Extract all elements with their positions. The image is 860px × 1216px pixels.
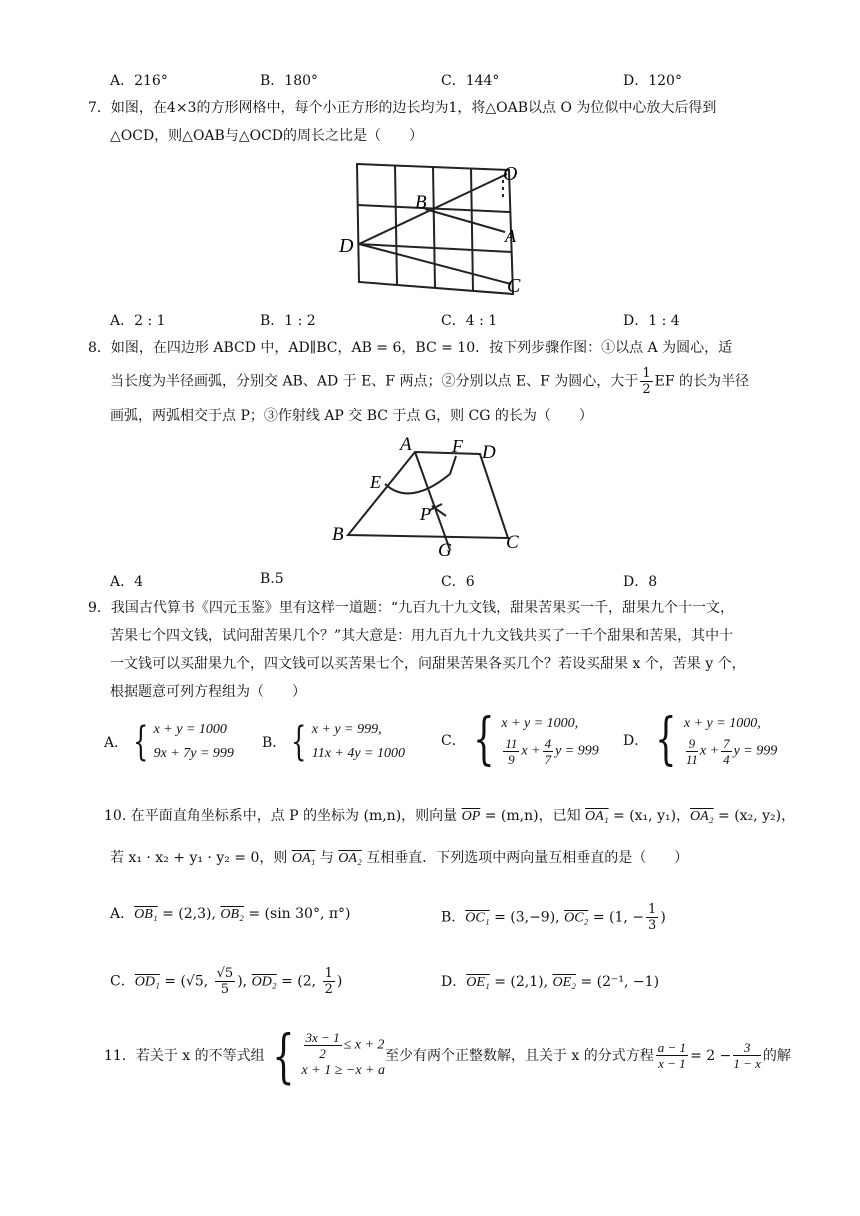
q10-vec-op: $\overline{OP}$: [461, 809, 481, 824]
q7-label-d: D: [339, 235, 354, 257]
q8-fraction-half: [640, 366, 652, 397]
q7-option-a: A．2 : 1: [110, 313, 166, 329]
q8-option-a: A．4: [110, 574, 144, 590]
q10-d-t2: = (2⁻¹, −1): [576, 974, 660, 990]
q10-line2-b: 与: [315, 850, 339, 866]
q7-label-a: A: [505, 226, 516, 246]
q9-d-frac2-num: 7: [723, 736, 730, 751]
q11-mid: 至少有两个正整数解，且关于 x 的分式方程: [384, 1047, 654, 1064]
q10-a-v2: OB₂: [220, 907, 244, 922]
q10-a-t1: = (2,3),: [157, 906, 221, 922]
q8-stem-line2: [110, 366, 749, 397]
q10-c-frac2-num: 1: [324, 966, 333, 981]
q10-a-t2: = (sin 30°, π°): [243, 906, 351, 922]
q6-option-a: A．216°: [110, 73, 168, 89]
q9-stem-line3: 一文钱可以买甜果九个，四文钱可以买苦果七个，问甜果苦果各买几个？若设买甜果 x 个，苦果 y 个，: [110, 656, 746, 672]
q8-option-d: D．8: [623, 574, 658, 590]
q9-stem-line2: 苦果七个四文钱，试问甜苦果几个？”其大意是：用九百九十九文钱共买了一千个甜果和苦果，其中十: [110, 628, 734, 644]
q6-option-b: B．180°: [260, 73, 319, 89]
q9-c-frac1-num: 11: [505, 736, 518, 751]
q10-c-frac1-den: 5: [220, 982, 230, 997]
q11-ineq1: [302, 1030, 385, 1061]
q9-c-frac2-den: 7: [544, 752, 552, 767]
q9-option-d-eq1: x + y = 1000,: [683, 716, 761, 731]
q7-label-o: O: [503, 163, 518, 185]
q10-line2-c: 互相垂直．下列选项中两向量互相垂直的是（ ）: [361, 850, 689, 866]
q8-stem-line1: 8．如图，在四边形 ABCD 中，AD∥BC，AB = 6，BC = 10．按下列步骤作图：①以点 A 为圆心，适: [88, 340, 733, 356]
q8-stem-line3: 画弧，两弧相交于点 P；③作射线 AP 交 BC 于点 G，则 CG 的长为（ ）: [110, 408, 593, 424]
q10-option-b: [441, 902, 666, 933]
q8-trapezoid-figure: [330, 432, 530, 562]
q10-b-frac-den: 3: [648, 918, 657, 933]
q9-c-frac1-den: 9: [508, 752, 515, 767]
q11-stem: [104, 1021, 791, 1090]
q9-d-frac1-num: 9: [686, 736, 698, 752]
q10-c-frac2-den: 2: [324, 982, 333, 997]
q10-stem-line1: [104, 804, 795, 829]
q9-stem-line1: 9．我国古代算书《四元玉鉴》里有这样一道题：“九百九十九文钱，甜果苦果买一千，甜果九个十一文，: [88, 600, 735, 616]
q11-frac2-num: a − 1: [657, 1040, 687, 1055]
q9-d-mid: x +: [699, 743, 720, 759]
q11-frac3-den: 1 − x: [733, 1056, 761, 1071]
q10-a-label: A．: [110, 906, 135, 922]
q9-option-b-label: B．: [262, 735, 287, 751]
q9-option-c-brace: {: [472, 706, 495, 772]
q10-b-label: B．: [441, 909, 466, 926]
q10-b-t2b: ): [660, 909, 666, 926]
q11-pre: 11．若关于 x 的不等式组: [104, 1047, 265, 1064]
q11-frac1-num: 3x − 1: [305, 1030, 340, 1045]
q9-option-c-eq2: [501, 736, 598, 767]
q10-b-v1: OC₁: [465, 910, 490, 926]
q7-label-c: C: [507, 275, 521, 297]
q11-frac3-num: 3: [733, 1040, 761, 1056]
q10-line1-d: = (x₂, y₂)，: [713, 808, 796, 824]
q10-c-t2a: = (2,: [276, 973, 321, 990]
q10-d-t1: = (2,1),: [489, 974, 553, 990]
q9-stem-line4: 根据题意可列方程组为（ ）: [110, 684, 306, 700]
q8-frac-num: 1: [642, 366, 651, 381]
q10-line2-vec-oa2: OA₂: [338, 851, 362, 866]
q10-d-v1: OE₁: [466, 975, 490, 990]
q9-option-a: [104, 718, 234, 766]
q8-label-e: E: [370, 472, 381, 492]
q9-option-a-eq2: 9x + 7y = 999: [153, 746, 234, 761]
q9-c-end: y = 999: [555, 743, 599, 759]
q8-label-p: P: [420, 504, 431, 524]
q11-frac2-den: x − 1: [658, 1056, 686, 1071]
q8-stem-line2-b: EF 的长为半径: [654, 373, 749, 390]
q9-option-b-eq2: 11x + 4y = 1000: [311, 746, 406, 761]
q7-option-d: D．1 : 4: [623, 313, 680, 329]
q9-option-a-label: A．: [104, 735, 129, 751]
q10-c-label: C．: [110, 973, 135, 990]
q11-post: 的解: [762, 1047, 791, 1064]
q10-b-frac-num: 1: [648, 902, 657, 917]
q10-a-v1: OB₁: [134, 907, 158, 922]
q10-b-v2: OC₂: [564, 910, 589, 926]
q10-c-t2b: ): [336, 973, 343, 990]
q10-b-t2a: = (1, −: [588, 909, 645, 926]
q9-d-frac1-den: 11: [685, 752, 698, 767]
q9-option-b-eq1: x + y = 999,: [311, 722, 382, 737]
q9-option-a-brace: {: [133, 719, 149, 765]
q7-stem-line2: △OCD，则△OAB与△OCD的周长之比是（ ）: [110, 128, 424, 144]
q10-c-t1b: ),: [237, 973, 252, 990]
q11-brace: {: [272, 1021, 295, 1090]
q9-option-d: [623, 706, 778, 772]
q10-line1-a: 10. 在平面直角坐标系中，点 P 的坐标为 (m,n)，则向量: [104, 808, 462, 824]
q6-option-c: C．144°: [441, 73, 500, 89]
q7-option-c: C．4 : 1: [441, 313, 498, 329]
q9-option-b-brace: {: [291, 719, 307, 765]
q7-grid-figure: [335, 160, 525, 300]
q10-c-t1a: = (√5,: [159, 973, 213, 990]
q10-vec-oa2: OA₂: [690, 809, 714, 824]
q11-ineq2: x + 1 ≥ −x + a: [301, 1063, 385, 1078]
q9-d-end: y = 999: [733, 743, 778, 759]
q8-label-d: D: [482, 442, 496, 463]
q9-d-frac2-den: 4: [723, 752, 730, 767]
q9-c-frac2-num: 4: [544, 736, 552, 751]
q10-stem-line2: [110, 846, 688, 871]
q9-option-c: [441, 706, 599, 772]
q10-option-a: [110, 902, 351, 927]
q10-c-v2: OD₂: [251, 974, 277, 990]
q10-option-c: [110, 966, 342, 997]
q8-option-c: C．6: [441, 574, 475, 590]
q8-label-a: A: [400, 434, 412, 455]
q7-option-b: B．1 : 2: [260, 313, 316, 329]
q10-line2-vec-oa1: OA₁: [291, 851, 316, 866]
q10-d-v2: OE₂: [552, 975, 577, 990]
q9-option-d-label: D．: [623, 732, 649, 749]
q8-label-c: C: [506, 532, 519, 553]
q10-c-frac1-num: √5: [216, 966, 234, 981]
q9-option-c-eq1: x + y = 1000,: [501, 716, 579, 731]
q8-frac-den: 2: [642, 382, 651, 397]
q10-d-label: D．: [441, 974, 467, 990]
q9-option-c-label: C．: [441, 732, 466, 749]
q11-ineq1-rhs: ≤ x + 2: [343, 1037, 385, 1053]
q10-c-v1: OD₁: [134, 974, 160, 990]
q10-option-d: [441, 970, 659, 995]
q10-b-t1: = (3,−9),: [489, 909, 565, 926]
q7-stem-line1: 7．如图，在4×3的方形网格中，每个小正方形的边长均为1，将△OAB以点 O 为位似中心放大后得到: [88, 100, 717, 116]
q8-option-b: B.5: [260, 571, 284, 587]
q8-label-f: F: [452, 436, 463, 456]
q7-label-b: B: [415, 192, 427, 213]
q10-line1-c: = (x₁, y₁)，: [608, 808, 691, 824]
q8-label-b: B: [332, 524, 344, 545]
q8-label-g: G: [438, 540, 452, 561]
q9-option-b: [262, 718, 405, 766]
q6-option-d: D．120°: [623, 73, 682, 89]
q8-stem-line2-a: 当长度为半径画弧，分别交 AB、AD 于 E、F 两点；②分别以点 E、F 为圆心，大于: [110, 373, 639, 390]
q9-option-a-eq1: x + y = 1000: [153, 722, 227, 737]
q11-frac1-den: 2: [319, 1046, 326, 1061]
q9-option-d-eq2: [684, 736, 777, 767]
q10-line1-b: = (m,n)，已知: [480, 808, 586, 824]
q9-c-mid: x +: [521, 743, 541, 759]
q10-line2-a: 若 x₁ · x₂ + y₁ · y₂ = 0，则: [110, 850, 292, 866]
q11-eqmid: = 2 −: [690, 1047, 732, 1064]
q9-option-d-brace: {: [655, 706, 677, 772]
q10-vec-oa1: OA₁: [585, 809, 609, 824]
